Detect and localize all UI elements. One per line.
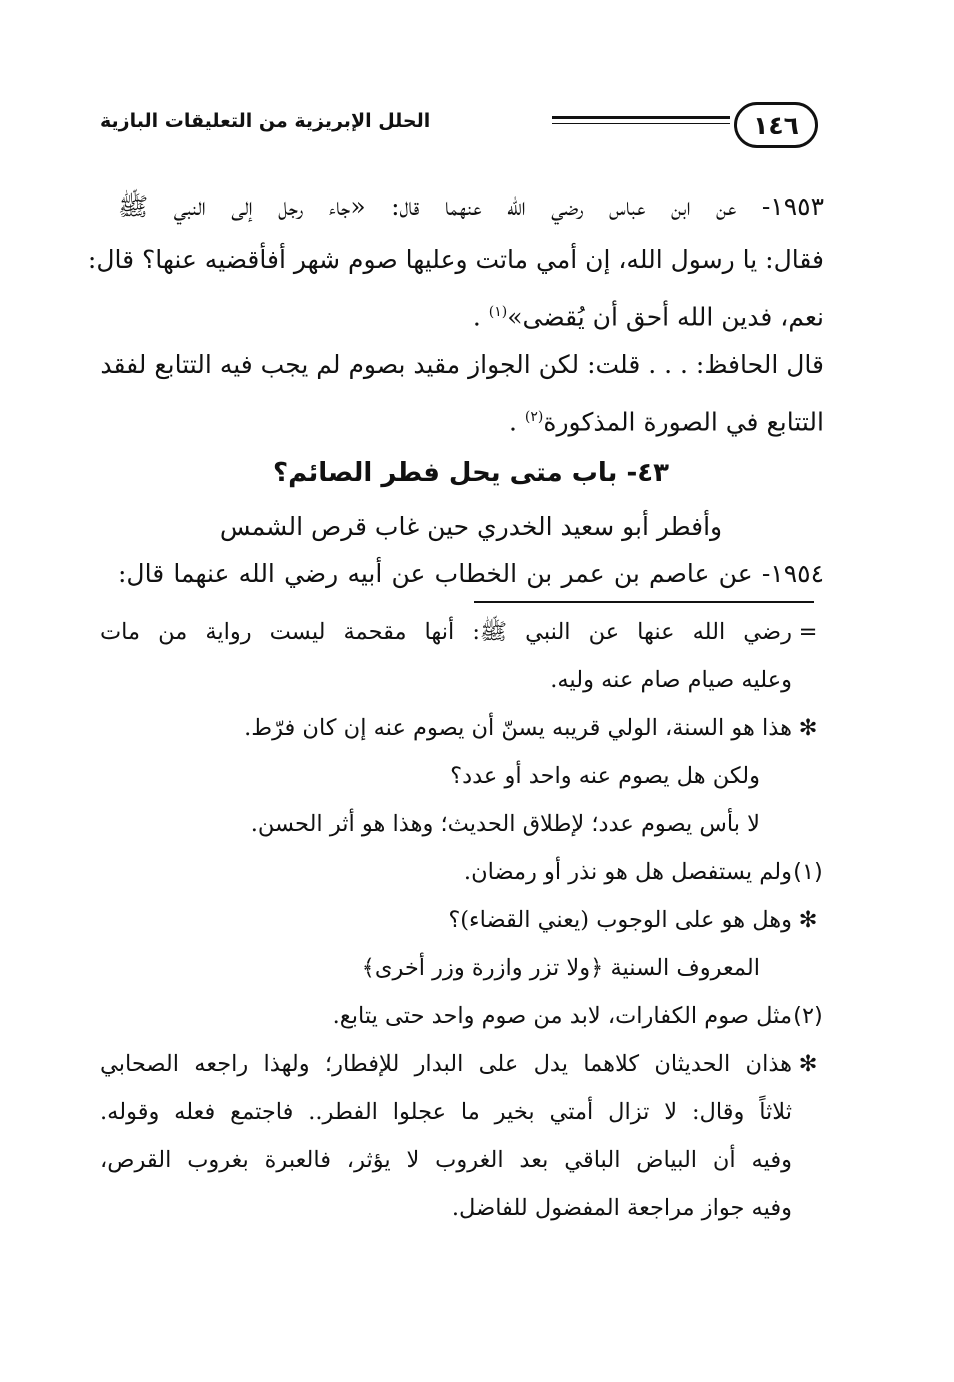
footnote-text: ثلاثاً وقال: لا تزال أمتي بخير ما عجلوا الفطر.. فاجتمع فعله وقوله. (100, 1099, 792, 1125)
hafiz-line: قال الحافظ: . . . قلت: لكن الجواز مقيد بصوم لم يجب فيه التتابع لفقد (100, 350, 824, 379)
page-number: ١٤٦ (734, 102, 818, 148)
footnote-text: المعروف السنية ﴿ولا تزر وازرة وزر أخرى﴾ (361, 955, 760, 981)
footnote-mark (792, 1088, 824, 1136)
footnote-mark (792, 1136, 824, 1184)
footnote-line (100, 1184, 824, 1232)
footnote-ref-1: (١) (488, 304, 508, 320)
footnote-line (100, 848, 824, 896)
hafiz-text: التتابع في الصورة المذكورة (543, 407, 824, 437)
footnote-text: ولكن هل يصوم عنه واحد أو عدد؟ (450, 763, 760, 789)
footnote-line (100, 704, 824, 752)
footnote-text: وفيه أن البياض الباقي بعد الغروب لا يؤثر، فالعبرة بغروب القرص، (100, 1147, 792, 1173)
footnote-mark (792, 944, 824, 992)
hadith-1953-line: فقال: يا رسول الله، إن أمي ماتت وعليها صوم شهر أفأقضيه عنها؟ قال: (87, 245, 824, 274)
hadith-1954-wrap (118, 547, 824, 600)
footnote-line (100, 1040, 824, 1088)
asterisk-icon: ✻ (798, 907, 818, 933)
footnote-line (100, 896, 824, 944)
footnote-mark (792, 1184, 824, 1232)
chapter-heading: ٤٣- باب متى يحل فطر الصائم؟ (273, 458, 669, 488)
footnote-line (100, 800, 824, 848)
footnote-text: هذان الحديثان كلاهما يدل على البدار للإفطار؛ ولهذا راجعه الصحابي (100, 1051, 792, 1077)
footnote-ref-2: (٢) (524, 409, 544, 425)
footnote-text: وفيه جواز مراجعة المفضول للفاضل. (451, 1195, 792, 1221)
footnote-mark (792, 656, 824, 704)
footnote-line (100, 608, 824, 656)
footnote-text: وهل هو على الوجوب (يعني القضاء)؟ (448, 907, 792, 933)
page-header (100, 100, 818, 156)
asterisk-icon: ✻ (798, 715, 818, 741)
footnote-line (100, 1088, 824, 1136)
hadith-1953-line: نعم، فدين الله أحق أن يُقضى»$^{(١)}$ . (472, 302, 824, 332)
header-rule (552, 116, 730, 128)
footnote-line (100, 752, 824, 800)
asterisk-icon: ✻ (798, 1051, 818, 1077)
footnotes (100, 608, 824, 1232)
hafiz-line: التتابع في الصورة المذكورة$^{(٢)}$ . (509, 407, 824, 437)
hafiz-comment (100, 338, 824, 448)
footnote-mark (792, 800, 824, 848)
footnote-mark: = (798, 619, 818, 645)
footnote-line (100, 1136, 824, 1184)
footnote-mark (792, 752, 824, 800)
footnote-text: ولم يستفصل هل هو نذر أو رمضان. (463, 859, 792, 885)
book-title: الحلل الإبريزية من التعليقات البازية (100, 110, 431, 132)
footnote-text: وعليه صيام صام عنه وليه. (550, 667, 792, 693)
footnote-text: مثل صوم الكفارات، لابد من صوم واحد حتى يتابع. (332, 1003, 792, 1029)
hadith-1953-line: ١٩٥٣- عن ابن عباس رضي الله عنهما قال: «جاء رجل إلى النبي ﷺ (118, 192, 824, 221)
footnote-separator (474, 601, 814, 603)
footnote-text: لا بأس يصوم عدد؛ لإطلاق الحديث؛ وهذا هو أثر الحسن. (250, 811, 760, 837)
footnote-line (100, 992, 824, 1040)
hadith-1953 (87, 180, 824, 343)
footnote-line (100, 944, 824, 992)
footnote-text: هذا هو السنة، الولي قريبه يسنّ أن يصوم عنه إن كان فرّط. (244, 715, 792, 741)
footnote-line (100, 656, 824, 704)
footnote-mark: (١) (793, 859, 823, 885)
footnote-mark: (٢) (793, 1003, 823, 1029)
chapter-subline-wrap (118, 500, 824, 553)
hadith-1954: ١٩٥٤- عن عاصم بن عمر بن الخطاب عن أبيه رضي الله عنهما قال: (118, 559, 824, 588)
chapter-subline: وأفطر أبو سعيد الخدري حين غاب قرص الشمس (219, 512, 723, 541)
footnote-text: رضي الله عنها عن النبي ﷺ: أنها مقحمة ليست رواية من مات (100, 619, 792, 645)
hadith-1953-text: نعم، فدين الله أحق أن يُقضى» (507, 302, 824, 332)
